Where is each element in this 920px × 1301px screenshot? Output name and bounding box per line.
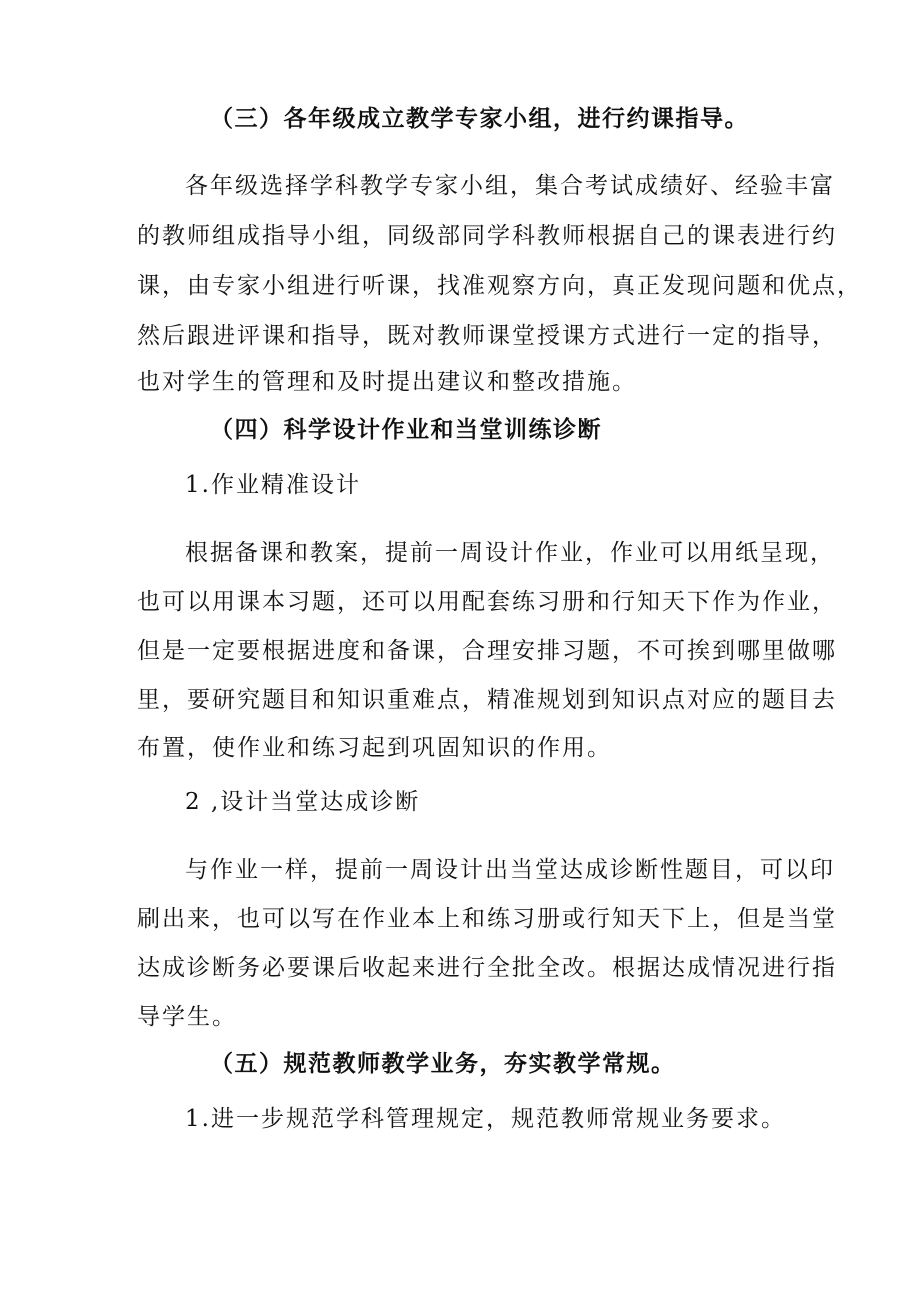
subsection-title: 2 ,设计当堂达成诊断 — [185, 789, 421, 815]
paragraph-line: 但是一定要根据进度和备课，合理安排习题，不可挨到哪里做哪 — [137, 638, 837, 664]
paragraph-line: 各年级选择学科教学专家小组，集合考试成绩好、经验丰富 — [185, 173, 835, 199]
subsection-title: 1.作业精准设计 — [185, 472, 361, 498]
paragraph-line: 导学生。 — [137, 1004, 237, 1030]
section-heading: （四）科学设计作业和当堂训练诊断 — [210, 416, 602, 443]
subsection-title: 1.进一步规范学科管理规定，规范教师常规业务要求。 — [185, 1106, 786, 1132]
paragraph-line: 与作业一样，提前一周设计出当堂达成诊断性题目，可以印 — [185, 857, 835, 883]
paragraph-line: 然后跟进评课和指导，既对教师课堂授课方式进行一定的指导， — [137, 323, 837, 349]
paragraph-line: 刷出来，也可以写在作业本上和练习册或行知天下上，但是当堂 — [137, 906, 837, 932]
section-heading: （三）各年级成立教学专家小组，进行约课指导。 — [210, 105, 749, 132]
paragraph-line: 里，要研究题目和知识重难点，精准规划到知识点对应的题目去 — [137, 687, 837, 713]
paragraph-line: 的教师组成指导小组，同级部同学科教师根据自己的课表进行约 — [137, 223, 837, 249]
paragraph-line: 布置，使作业和练习起到巩固知识的作用。 — [137, 735, 612, 761]
paragraph-line: 课，由专家小组进行听课，找准观察方向，真正发现问题和优点， — [137, 273, 862, 299]
paragraph-line: 达成诊断务必要课后收起来进行全批全改。根据达成情况进行指 — [137, 955, 837, 981]
paragraph-line: 也对学生的管理和及时提出建议和整改措施。 — [137, 369, 637, 395]
paragraph-line: 根据备课和教案，提前一周设计作业，作业可以用纸呈现， — [185, 540, 835, 566]
section-heading: （五）规范教师教学业务，夯实教学常规。 — [210, 1050, 676, 1077]
paragraph-line: 也可以用课本习题，还可以用配套练习册和行知天下作为作业， — [137, 589, 837, 615]
